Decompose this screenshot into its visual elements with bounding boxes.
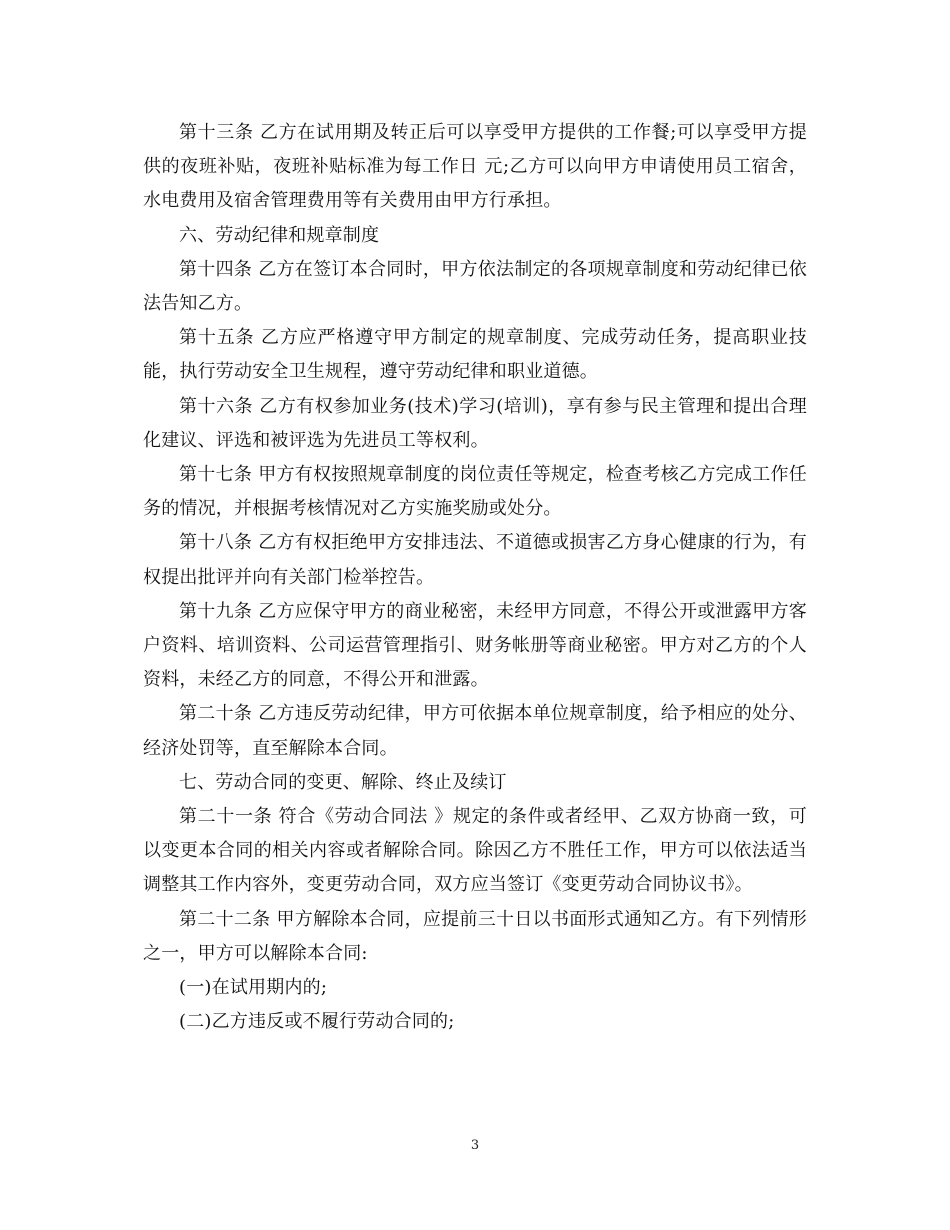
paragraph-article-18: 第十八条 乙方有权拒绝甲方安排违法、不道德或损害乙方身心健康的行为，有权提出批评并向有关部门检举控告。 [143,532,807,588]
section-heading-7: 七、劳动合同的变更、解除、终止及续订 [179,771,507,793]
paragraph-article-22: 第二十二条 甲方解除本合同，应提前三十日以书面形式通知乙方。有下列情形之一，甲方可以解除本合同: [143,908,807,964]
page-number: 3 [470,1138,480,1153]
list-item-2: (二)乙方违反或不履行劳动合同的; [179,1011,455,1033]
paragraph-article-20: 第二十条 乙方违反劳动纪律，甲方可依据本单位规章制度，给予相应的处分、经济处罚等，直至解除本合同。 [143,703,807,759]
paragraph-article-16: 第十六条 乙方有权参加业务(技术)学习(培训)，享有参与民主管理和提出合理化建议、评选和被评选为先进员工等权利。 [143,395,807,451]
list-item-1: (一)在试用期内的; [179,977,328,999]
document-body [143,116,807,1039]
paragraph-article-19: 第十九条 乙方应保守甲方的商业秘密，未经甲方同意，不得公开或泄露甲方客户资料、培训资料、公司运营管理指引、财务帐册等商业秘密。甲方对乙方的个人资料，未经乙方的同意，不得公开和泄露。 [143,600,807,691]
paragraph-article-21: 第二十一条 符合《劳动合同法 》规定的条件或者经甲、乙双方协商一致，可以变更本合同的相关内容或者解除合同。除因乙方不胜任工作，甲方可以依法适当调整其工作内容外，变更劳动合同，双方应当签订《变更劳动合同协议书》。 [143,806,807,896]
paragraph-article-14: 第十四条 乙方在签订本合同时，甲方依法制定的各项规章制度和劳动纪律已依法告知乙方。 [143,258,807,315]
paragraph-article-15: 第十五条 乙方应严格遵守甲方制定的规章制度、完成劳动任务，提高职业技能，执行劳动安全卫生规程，遵守劳动纪律和职业道德。 [143,327,807,383]
paragraph-article-17: 第十七条 甲方有权按照规章制度的岗位责任等规定，检查考核乙方完成工作任务的情况，并根据考核情况对乙方实施奖励或处分。 [143,464,807,520]
paragraph-article-13: 第十三条 乙方在试用期及转正后可以享受甲方提供的工作餐;可以享受甲方提供的夜班补贴，夜班补贴标准为每工作日 元;乙方可以向甲方申请使用员工宿舍，水电费用及宿舍管理费用等有关费用由甲方行承担。 [143,122,807,212]
section-heading-6: 六、劳动纪律和规章制度 [179,224,380,246]
